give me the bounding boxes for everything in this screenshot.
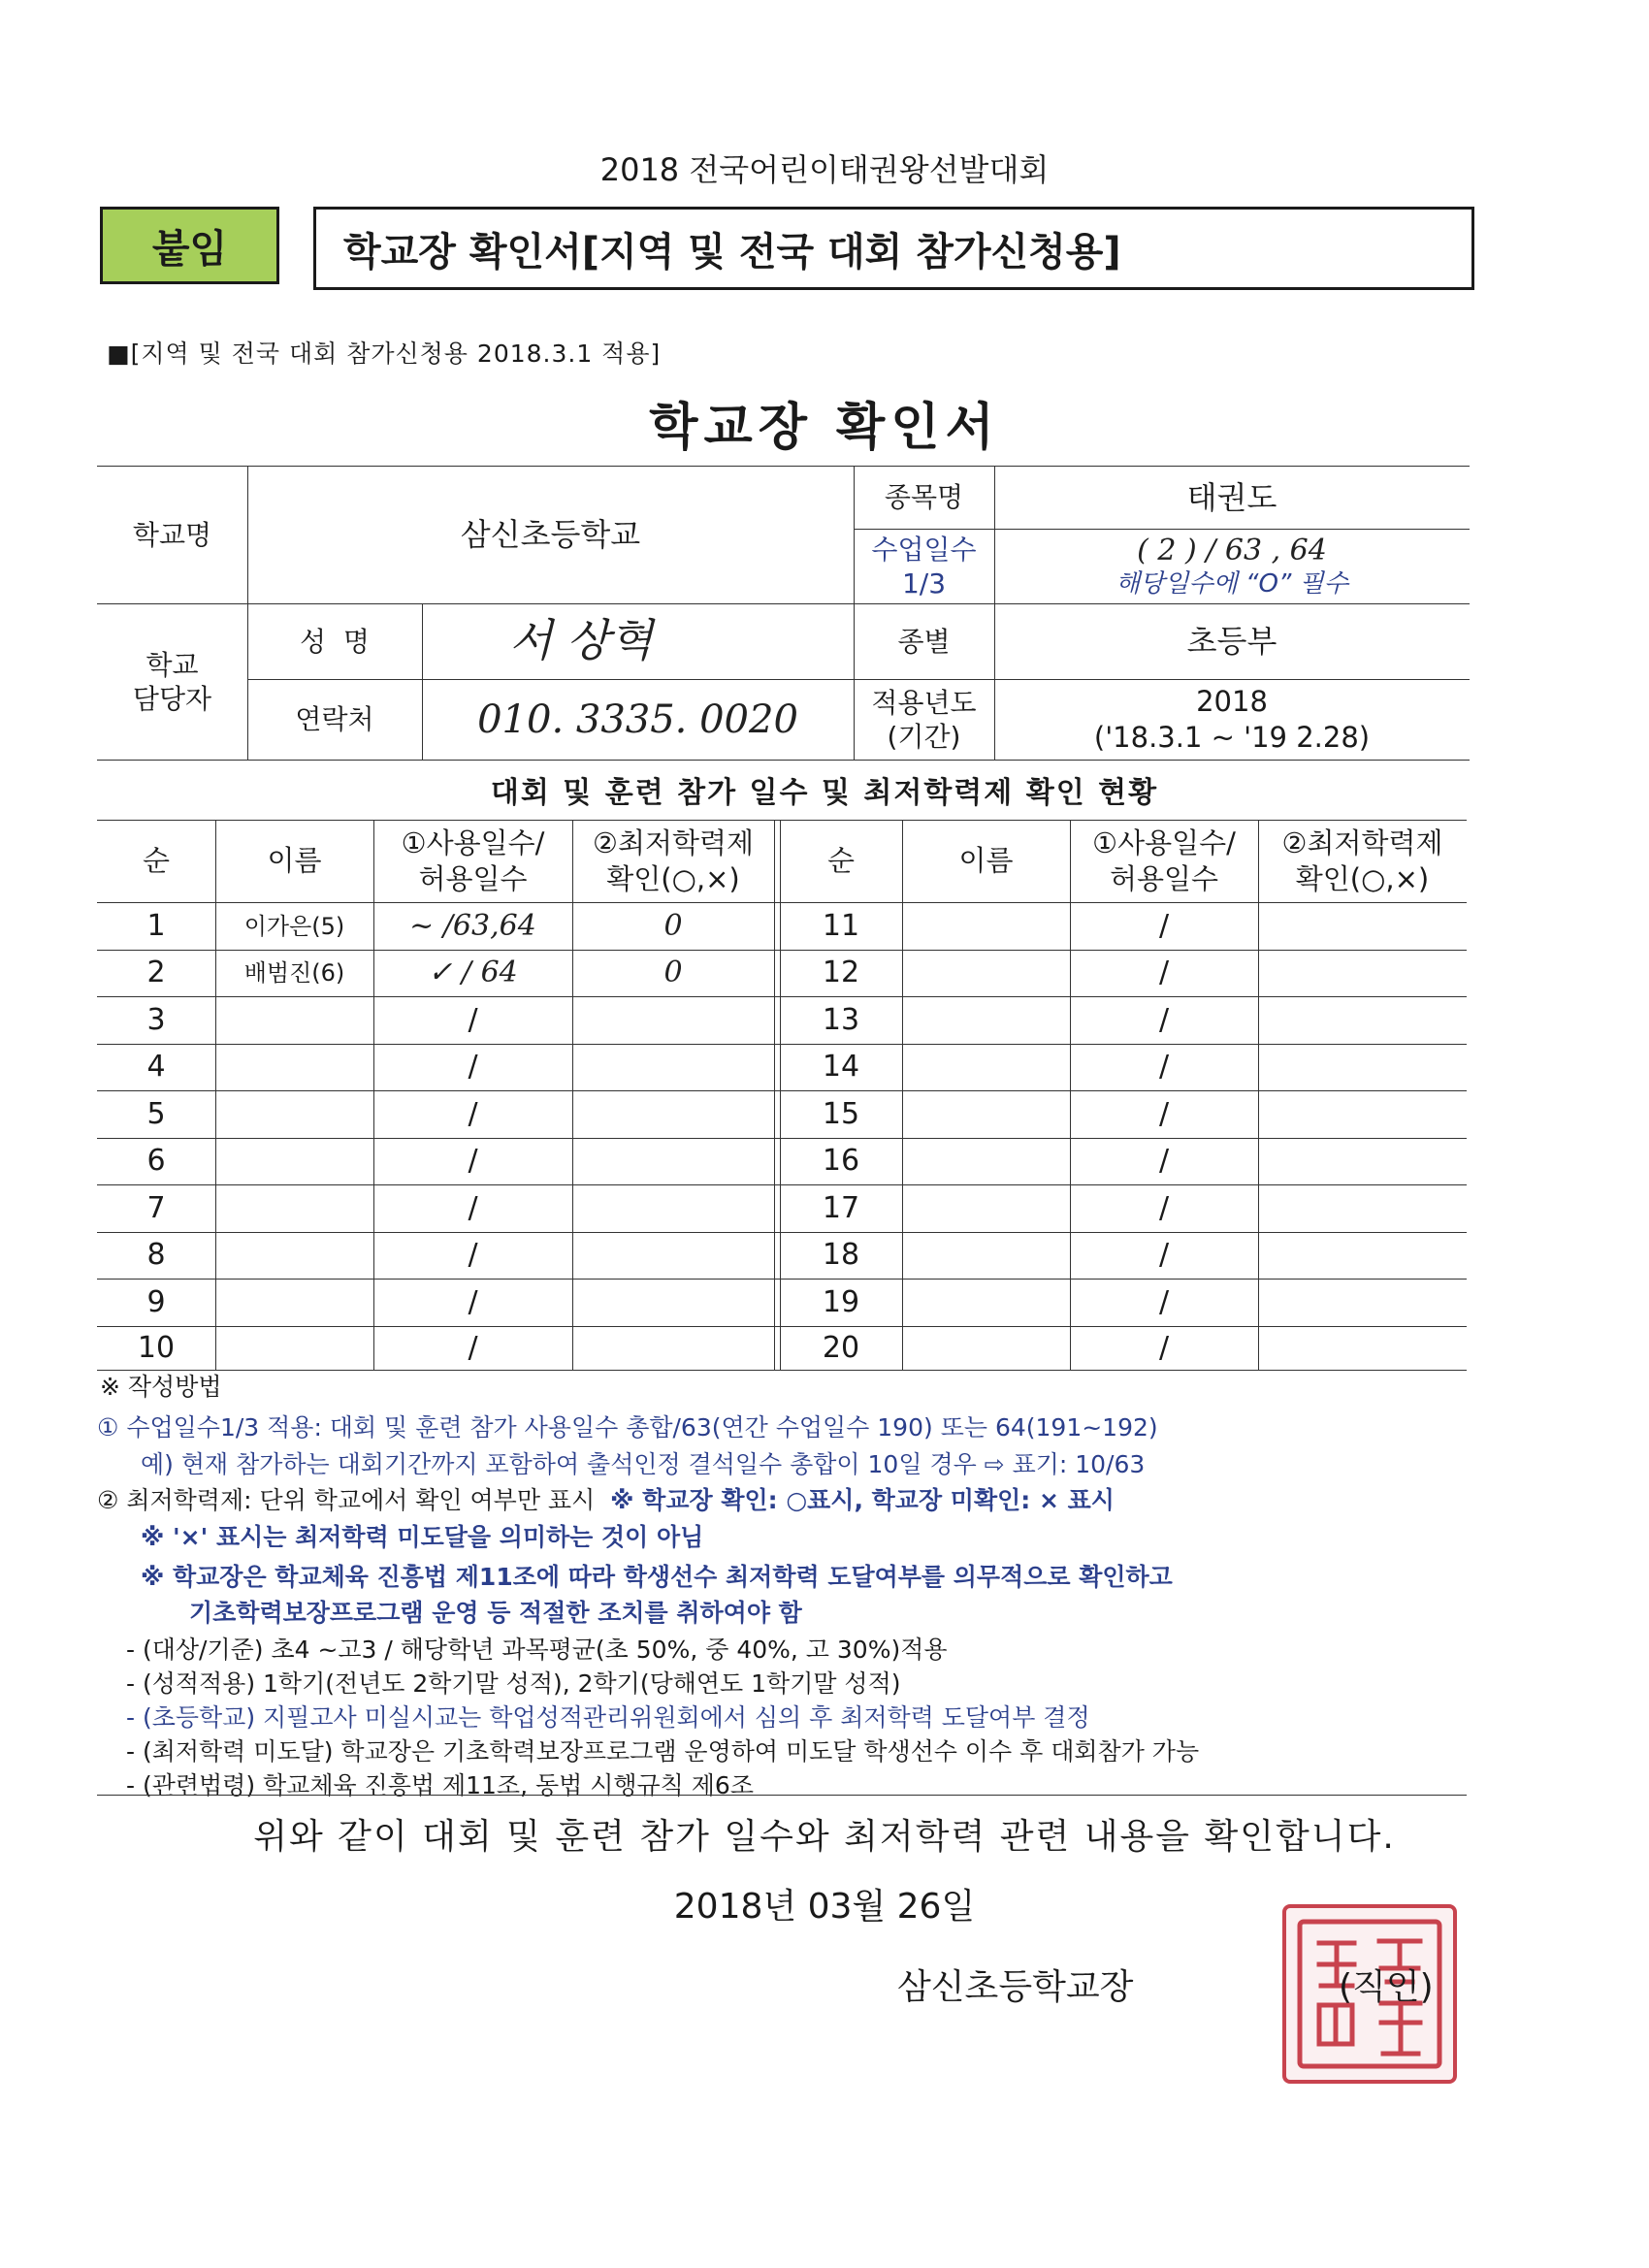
cell-days: / <box>468 1330 478 1365</box>
cell-no: 13 <box>822 1002 860 1037</box>
school-name-label: 학교명 <box>132 518 212 551</box>
header-days-line1: ①사용일수/ <box>401 826 545 860</box>
class-days-note: 해당일수에 “O” 필수 <box>1116 569 1348 599</box>
note-8: - (성적적용) 1학기(전년도 2학기말 성적), 2학기(당해연도 1학기말 성적) <box>126 1669 901 1698</box>
header-name-right: 이름 <box>958 844 1014 878</box>
header-grade-line1: ②최저학력제 <box>592 826 755 860</box>
attachment-badge: 붙임 <box>100 207 279 284</box>
note-10: - (최저학력 미도달) 학교장은 기초학력보장프로그램 운영하여 미도달 학생선수 이수 후 대회참가 가능 <box>126 1737 1200 1766</box>
apply-note: ■[지역 및 전국 대회 참가신청용 2018.3.1 적용] <box>107 340 662 368</box>
cell-grade <box>572 1138 774 1184</box>
cell-days: / <box>1158 1238 1170 1273</box>
cell-no: 11 <box>822 908 860 943</box>
class-days-handwritten: ( 2 ) / 63 , 64 <box>1137 533 1327 567</box>
cell-grade <box>1258 996 1467 1044</box>
header-grade-line2: 확인(○,×) <box>1295 861 1430 895</box>
cell-no: 8 <box>146 1238 166 1273</box>
confirmation-text: 위와 같이 대회 및 훈련 참가 일수와 최저학력 관련 내용을 확인합니다. <box>253 1817 1396 1857</box>
cell-name <box>902 1090 1070 1138</box>
cell-name <box>902 1044 1070 1090</box>
cell-days: / <box>1158 1002 1170 1037</box>
cell-grade <box>1258 902 1467 950</box>
header-days-line2: 허용일수 <box>418 861 528 895</box>
cell-grade: 0 <box>663 956 683 990</box>
cell-days: / <box>1158 908 1170 943</box>
year-label-line2: (기간) <box>887 720 961 753</box>
header-days-line1: ①사용일수/ <box>1092 826 1236 860</box>
cell-grade <box>572 1044 774 1090</box>
class-days-label-line1: 수업일수 <box>871 533 977 566</box>
cell-name <box>902 1279 1070 1326</box>
cell-grade <box>572 1090 774 1138</box>
cell-grade <box>572 1232 774 1279</box>
cell-grade <box>1258 1090 1467 1138</box>
class-days-label <box>854 529 994 603</box>
note-3b: ※ 학교장 확인: ○표시, 학교장 미확인: × 표시 <box>610 1486 1115 1514</box>
cell-name <box>215 1279 373 1326</box>
contact-label: 연락처 <box>295 703 374 735</box>
cell-days: / <box>468 1238 478 1273</box>
cell-no: 17 <box>822 1190 860 1225</box>
manager-label-line1: 학교 <box>146 648 199 681</box>
cell-days: / <box>468 1002 478 1037</box>
cell-days: / <box>468 1190 478 1225</box>
cell-grade <box>572 1279 774 1326</box>
event-title: 2018 전국어린이태권왕선발대회 <box>599 151 1050 188</box>
year-value-line1: 2018 <box>1196 685 1268 719</box>
cell-days: / <box>1158 1096 1170 1131</box>
cell-name <box>215 1044 373 1090</box>
section-title: 대회 및 훈련 참가 일수 및 최저학력제 확인 현황 <box>490 776 1159 810</box>
cell-name <box>215 1184 373 1232</box>
cell-days: / <box>1158 1144 1170 1179</box>
cell-grade <box>1258 1279 1467 1326</box>
note-7: - (대상/기준) 초4 ~고3 / 해당학년 과목평균(초 50%, 중 40%, 고 30%)적용 <box>126 1636 948 1664</box>
division-label: 종별 <box>897 625 951 658</box>
cell-name <box>215 1326 373 1370</box>
cell-no: 6 <box>146 1144 166 1179</box>
cell-days: / <box>468 1284 478 1319</box>
cell-no: 3 <box>146 1002 166 1037</box>
cell-grade <box>1258 1326 1467 1370</box>
cell-name <box>902 1138 1070 1184</box>
cell-name <box>902 1232 1070 1279</box>
cell-days: / <box>468 1096 478 1131</box>
cell-no: 1 <box>146 908 166 943</box>
year-label <box>854 679 994 760</box>
cell-days: / <box>1158 1330 1170 1365</box>
cell-name <box>902 996 1070 1044</box>
note-5: ※ 학교장은 학교체육 진흥법 제11조에 따라 학생선수 최저학력 도달여부를 의무적으로 확인하고 <box>141 1563 1173 1591</box>
cell-days: / <box>1158 1284 1170 1319</box>
header-grade-line1: ②최저학력제 <box>1281 826 1443 860</box>
cell-no: 7 <box>146 1190 166 1225</box>
header-no-right: 순 <box>826 844 855 878</box>
header-grade-line2: 확인(○,×) <box>606 861 740 895</box>
manager-label <box>97 603 247 760</box>
cell-no: 4 <box>146 1050 166 1085</box>
cell-name <box>215 1138 373 1184</box>
division-value: 초등부 <box>1186 623 1277 660</box>
cell-days: / <box>468 1144 478 1179</box>
cell-name <box>215 996 373 1044</box>
note-1: ① 수업일수1/3 적용: 대회 및 훈련 참가 사용일수 총합/63(연간 수업일수 190) 또는 64(191~192) <box>97 1413 1158 1442</box>
note-2: 예) 현재 참가하는 대회기간까지 포함하여 출석인정 결석일수 총합이 10일 경우 ⇨ 표기: 10/63 <box>141 1450 1146 1478</box>
cell-name <box>902 950 1070 996</box>
cell-grade <box>572 1184 774 1232</box>
manager-name-value: 서 상혁 <box>509 614 653 667</box>
cell-name <box>902 902 1070 950</box>
principal-signature-line: 삼신초등학교장 <box>897 1967 1134 2007</box>
header-grade-right <box>1258 820 1467 902</box>
note-3a: ② 최저학력제: 단위 학교에서 확인 여부만 표시 <box>97 1486 596 1514</box>
header-days-right <box>1070 820 1258 902</box>
header-no-left: 순 <box>142 844 170 878</box>
cell-no: 10 <box>137 1330 176 1365</box>
cell-days: / <box>468 1050 478 1085</box>
note-6: 기초학력보장프로그램 운영 등 적절한 조치를 취하여야 함 <box>189 1599 802 1627</box>
header-days-line2: 허용일수 <box>1109 861 1219 895</box>
class-days-value <box>994 529 1470 603</box>
cell-no: 18 <box>822 1238 860 1273</box>
cell-no: 15 <box>822 1096 860 1131</box>
cell-grade <box>1258 1232 1467 1279</box>
cell-grade <box>1258 1044 1467 1090</box>
cell-days: ~ /63,64 <box>409 908 536 943</box>
class-days-label-line2: 1/3 <box>901 567 947 599</box>
header-grade-left <box>572 820 774 902</box>
manager-label-line2: 담당자 <box>132 682 212 715</box>
issue-date: 2018년 03월 26일 <box>673 1887 976 1927</box>
cell-grade <box>572 1326 774 1370</box>
cell-no: 20 <box>822 1330 860 1365</box>
cell-days: / <box>1158 1190 1170 1225</box>
cell-name <box>902 1184 1070 1232</box>
sport-label: 종목명 <box>884 481 964 513</box>
cell-name <box>902 1326 1070 1370</box>
notes-heading: ※ 작성방법 <box>100 1373 222 1401</box>
cell-no: 5 <box>146 1096 166 1131</box>
cell-no: 16 <box>822 1144 860 1179</box>
cell-name: 이가은(5) <box>243 912 345 940</box>
form-title: 학교장 확인서[지역 및 전국 대회 참가신청용] <box>313 207 1474 290</box>
note-11: - (관련법령) 학교체육 진흥법 제11조, 동법 시행규칙 제6조 <box>126 1771 754 1799</box>
cell-grade <box>1258 1184 1467 1232</box>
cell-no: 19 <box>822 1284 860 1319</box>
school-name-value: 삼신초등학교 <box>460 516 641 553</box>
cell-grade <box>572 996 774 1044</box>
note-3 <box>97 1481 1115 1516</box>
cell-no: 12 <box>822 956 860 990</box>
note-9: - (초등학교) 지필고사 미실시교는 학업성적관리위원회에서 심의 후 최저학력 도달여부 결정 <box>126 1703 1090 1732</box>
year-value-line2: ('18.3.1 ~ '19 2.28) <box>1093 720 1371 754</box>
year-value <box>994 679 1470 760</box>
cell-name <box>215 1090 373 1138</box>
cell-no: 14 <box>822 1050 860 1085</box>
header-name-left: 이름 <box>267 844 322 878</box>
year-label-line1: 적용년도 <box>871 686 977 719</box>
contact-value: 010. 3335. 0020 <box>477 697 798 742</box>
cell-no: 2 <box>146 956 166 990</box>
cell-no: 9 <box>146 1284 166 1319</box>
seal-label: (직인) <box>1339 1967 1434 2007</box>
cell-days: / <box>1158 1050 1170 1085</box>
cell-grade <box>1258 950 1467 996</box>
manager-name-label: 성 명 <box>300 625 370 658</box>
cell-days: ✓ / 64 <box>428 956 518 990</box>
header-days-left <box>373 820 572 902</box>
note-4: ※ '×' 표시는 최저학력 미도달을 의미하는 것이 아님 <box>141 1523 704 1551</box>
cell-name: 배범진(6) <box>243 959 345 987</box>
cell-grade: 0 <box>663 908 683 943</box>
cell-name <box>215 1232 373 1279</box>
cell-grade <box>1258 1138 1467 1184</box>
sport-value: 태권도 <box>1186 478 1277 516</box>
cell-days: / <box>1158 956 1170 990</box>
document-heading: 학교장 확인서 <box>649 399 1000 457</box>
